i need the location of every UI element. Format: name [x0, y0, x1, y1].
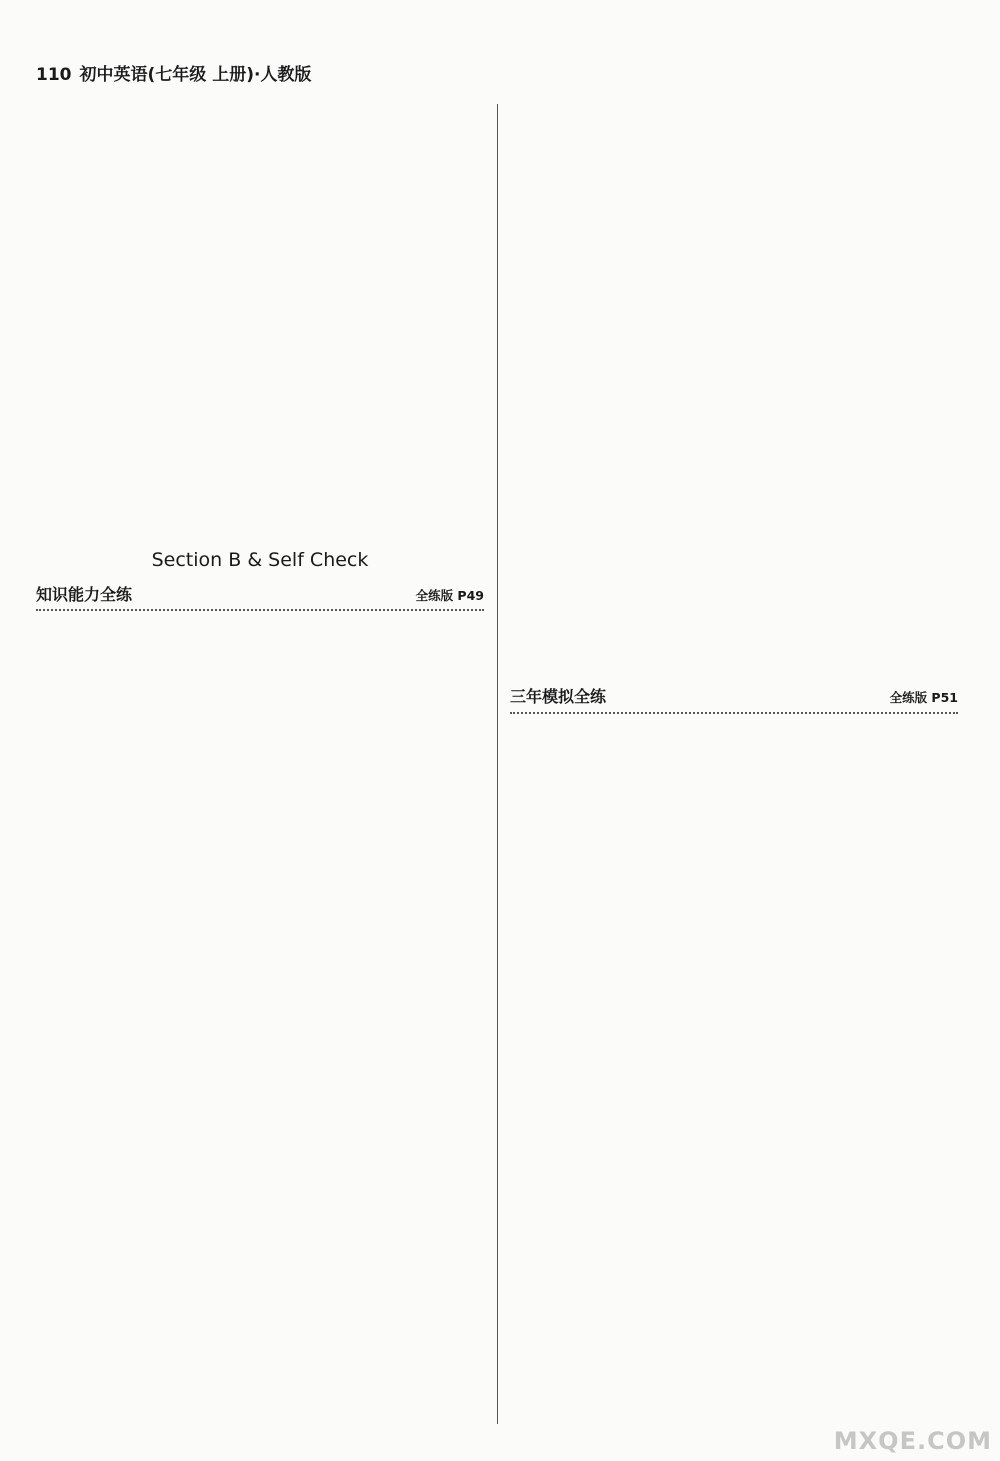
answer-item — [510, 334, 958, 357]
answer-item — [36, 665, 484, 688]
answer-item — [36, 619, 484, 642]
answer-item — [36, 449, 484, 472]
answer-item — [510, 610, 958, 633]
exercise-box-title: 知识能力全练 — [36, 584, 133, 604]
answer-item — [36, 495, 484, 518]
answer-item — [510, 127, 958, 150]
answer-item — [510, 791, 958, 814]
exercise-box-header-2 — [510, 685, 958, 714]
answer-item — [510, 357, 958, 380]
answer-item — [510, 495, 958, 518]
answer-item — [36, 642, 484, 665]
exercise-box-title-2: 三年模拟全练 — [510, 687, 607, 706]
answer-item — [510, 219, 958, 242]
answer-item — [510, 745, 958, 768]
answer-list-right — [510, 104, 958, 679]
answer-item — [36, 403, 484, 426]
watermark: MXQE.COM — [833, 1426, 992, 1455]
answer-item — [510, 426, 958, 449]
answer-item — [510, 380, 958, 403]
answer-item — [36, 380, 484, 403]
answer-item — [36, 734, 484, 757]
exercise-box-header — [36, 583, 484, 612]
answer-item — [36, 518, 484, 541]
answer-item — [36, 357, 484, 380]
answer-item — [36, 849, 484, 872]
answer-item — [510, 722, 958, 745]
answer-item — [510, 814, 958, 837]
answer-list-left-after — [36, 619, 484, 895]
answer-item — [36, 426, 484, 449]
answer-item — [36, 688, 484, 711]
answer-list-right-after — [510, 722, 958, 860]
right-column — [510, 104, 958, 860]
answer-item — [510, 265, 958, 288]
answer-item — [36, 803, 484, 826]
answer-item — [510, 173, 958, 196]
answer-item — [36, 334, 484, 357]
answer-item — [36, 757, 484, 780]
answer-item — [36, 150, 484, 173]
exercise-box-ref-2: 全练版 P51 — [889, 690, 958, 705]
answer-item — [36, 104, 484, 127]
answer-item — [36, 780, 484, 803]
left-column — [36, 104, 484, 895]
answer-item — [36, 826, 484, 849]
answer-item — [510, 656, 958, 679]
answer-item — [510, 564, 958, 587]
column-divider — [497, 104, 498, 1424]
answer-item — [36, 127, 484, 150]
answer-item — [36, 711, 484, 734]
answer-item — [36, 872, 484, 895]
answer-item — [36, 472, 484, 495]
answer-item — [510, 288, 958, 311]
answer-item — [510, 768, 958, 791]
answer-item — [510, 633, 958, 656]
section-title: Section B & Self Check — [151, 549, 369, 571]
answer-item — [510, 587, 958, 610]
book-title: 初中英语(七年级 上册)·人教版 — [79, 65, 312, 85]
answer-item — [36, 311, 484, 334]
answer-item — [510, 541, 958, 564]
answer-item — [510, 242, 958, 265]
answer-item — [510, 104, 958, 127]
exercise-box-ref: 全练版 P49 — [415, 587, 484, 603]
answer-item — [36, 288, 484, 311]
answer-item — [510, 311, 958, 334]
answer-item — [36, 219, 484, 242]
answer-item — [510, 403, 958, 426]
answer-item — [36, 173, 484, 196]
answer-item — [510, 518, 958, 541]
answer-item — [510, 150, 958, 173]
answer-item — [36, 196, 484, 219]
answer-item — [510, 472, 958, 495]
answer-item — [510, 837, 958, 860]
answer-list-left — [36, 104, 484, 541]
answer-item — [510, 449, 958, 472]
page-number: 110 — [36, 65, 72, 85]
answer-item — [36, 242, 484, 265]
answer-item — [36, 265, 484, 288]
page-header — [36, 64, 311, 88]
answer-item — [510, 196, 958, 219]
